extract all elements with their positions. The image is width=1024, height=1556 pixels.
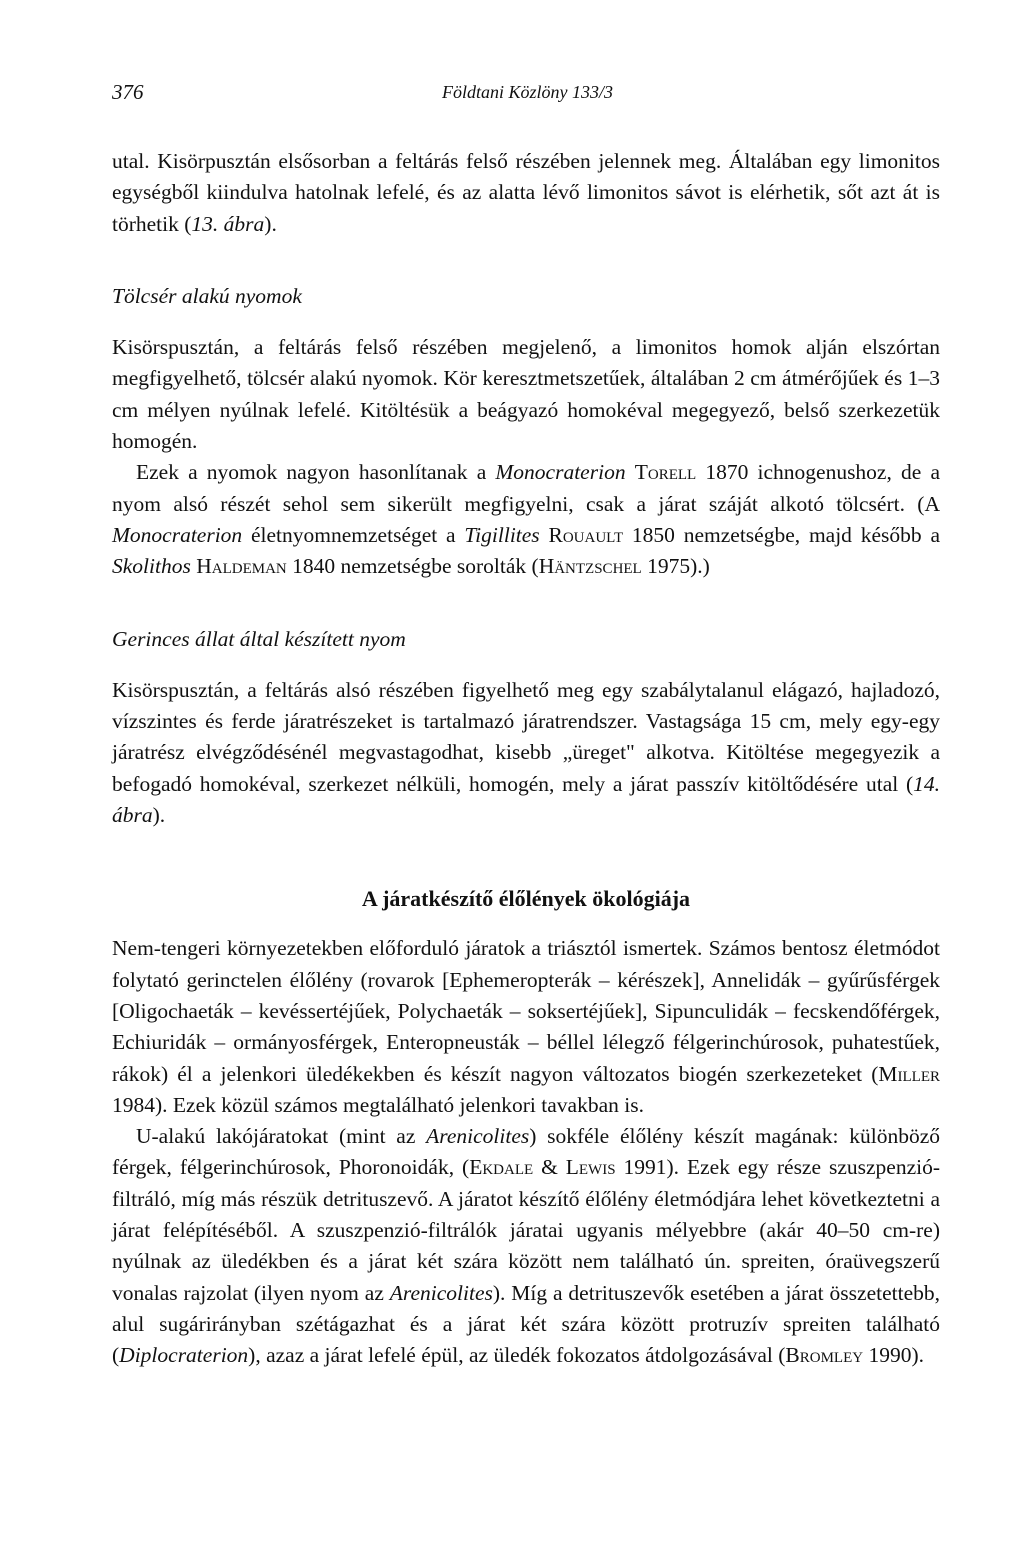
funnel-traces-paragraph-2: Ezek a nyomok nagyon hasonlítanak a Monocraterion Torell 1870 ichnogenushoz, de a nyom alsó részét sehol sem sikerült megfigyelni, csak a járat száját alkotó tölcsért. (A Monocraterion életnyomnemzetséget a Tigillites Rouault 1850 nemzetségbe, majd később a Skolithos Haldeman 1840 nemzetségbe sorolták (Häntzschel 1975).) bbox=[112, 460, 940, 579]
body-text bbox=[112, 146, 940, 1372]
running-head bbox=[112, 80, 940, 110]
vertebrate-trace-paragraph: Kisörspusztán, a feltárás alsó részében figyelhető meg egy szabálytalanul elágazó, hajladozó, vízszintes és ferde járatrészeket is tartalmazó járatrendszer. Vastagsága 15 cm, mely egy-egy járatrész elvégződésénél megvastagodhat, kisebb „üreget" alkotva. Kitöltése megegyezik a befogadó homokéval, szerkezet nélküli, homogén, mely a járat passzív kitöltődésére utal (14. ábra). bbox=[112, 677, 940, 828]
page-number: 376 bbox=[112, 80, 144, 104]
intro-paragraph: utal. Kisörpusztán elsősorban a feltárás felső részében jelennek meg. Általában egy limonitos egységből kiindulva hatolnak lefelé, és az alatta lévő limonitos sávot is elérhetik, sőt azt át is törhetik (13. ábra). bbox=[112, 149, 940, 236]
ecology-paragraph-1: Nem-tengeri környezetekben előforduló járatok a triásztól ismertek. Számos bentosz életmódot folytató gerinctelen élőlény (rovarok [Ephemeropterák – kérészek], Annelidák – gyűrűsférgek [Oligochaeták – kevéssertéjűek, Polychaeták – soksertéjűek], Sipunculidák – fecskendőférgek, Echiuridák – ormányosférgek, Enteropneusták – béllel lélegző félgerinchúrosok, puhatestűek, rákok) él a jelenkori üledékekben és készít nagyon változatos biogén szerkezeteket (Miller 1984). Ezek közül számos megtalálható jelenkori tavakban is. bbox=[112, 936, 940, 1117]
ecology-paragraph-2: U-alakú lakójáratokat (mint az Arenicolites) sokféle élőlény készít magának: különböző férgek, félgerinchúrosok, Phoronoidák, (Ekdale & Lewis 1991). Ezek egy része szuszpenzió-filtráló, míg más részük detrituszevő. A járatot készítő élőlény életmódjára lehet következtetni a járat felépítéséből. A szuszpenzió-filtrálók járatai ugyanis mélyebbre (akár 40–50 cm-re) nyúlnak az üledékben és a járat két szára között nem található ún. spreiten, óraüvegszerű vonalas rajzolat (ilyen nyom az Arenicolites). Míg a detrituszevők esetében a járat összetettebb, alul sugárirányban szétágazhat és a járat két szára között protruzív spreiten található (Diplocraterion), azaz a járat lefelé épül, az üledék fokozatos átdolgozásával (Bromley 1990). bbox=[112, 1124, 940, 1368]
journal-title: Földtani Közlöny 133/3 bbox=[442, 82, 613, 102]
figure-reference: 13. ábra bbox=[191, 211, 265, 236]
funnel-traces-paragraph-1: Kisörspusztán, a feltárás felső részében megjelenő, a limonitos homok alján elszórtan megfigyelhető, tölcsér alakú nyomok. Kör keresztmetszetűek, általában 2 cm átmérőjűek és 1–3 cm mélyen nyúlnak lefelé. Kitöltésük a beágyazó homokéval megegyező, belső szerkezetük homogén. bbox=[112, 335, 940, 454]
section-heading-ecology: A járatkészítő élőlények ökológiája bbox=[361, 886, 691, 912]
section-title-funnel-traces: Tölcsér alakú nyomok bbox=[112, 283, 302, 308]
section-title-vertebrate-trace: Gerinces állat által készített nyom bbox=[112, 626, 406, 651]
journal-page bbox=[112, 0, 940, 1372]
figure-reference: 14. ábra bbox=[112, 771, 940, 828]
